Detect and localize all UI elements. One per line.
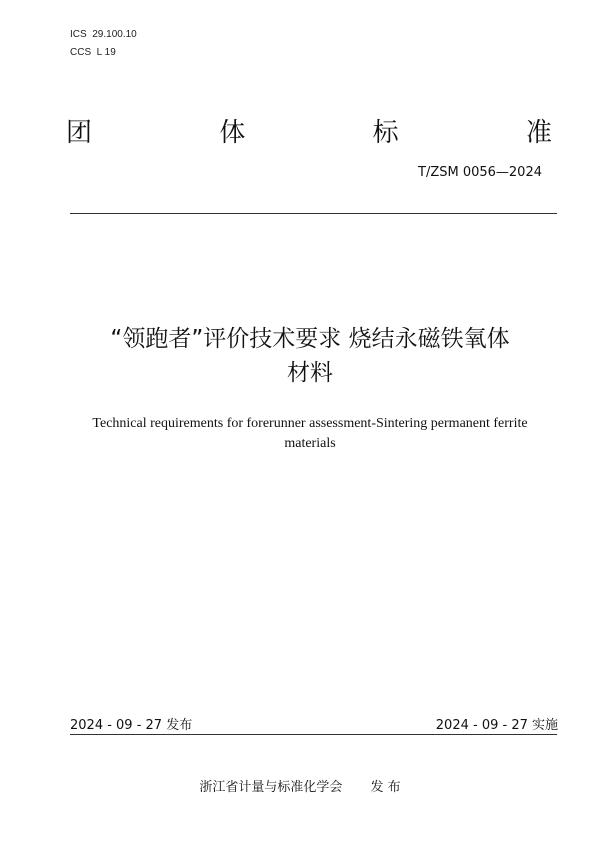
english-title [80, 414, 540, 454]
doctype-char: 团 [66, 118, 93, 148]
chinese-title-line-1: “领跑者”评价技术要求 烧结永磁铁氧体 [110, 326, 510, 352]
issue-date: 2024 - 09 - 27 发布 [70, 718, 193, 733]
implementation-date: 2024 - 09 - 27 实施 [435, 718, 558, 733]
ics-code: ICS 29.100.10 [70, 29, 137, 40]
doctype-char: 准 [525, 118, 552, 148]
doctype-char: 标 [372, 118, 399, 148]
ccs-code: CCS L 19 [70, 47, 116, 58]
publisher-action: 发 布 [370, 780, 401, 795]
english-title-line-1: Technical requirements for forerunner assessment-Sintering permanent ferrite [92, 416, 528, 431]
classification-codes [70, 26, 137, 62]
document-number: T/ZSM 0056—2024 [418, 165, 542, 180]
chinese-title [60, 322, 560, 390]
publisher-name: 浙江省计量与标准化学会 [199, 780, 343, 795]
footer-divider [70, 734, 557, 735]
english-title-line-2: materials [284, 436, 336, 451]
header-divider [70, 213, 557, 214]
document-type-heading [66, 112, 552, 152]
publisher-line [0, 776, 600, 795]
chinese-title-line-2: 材料 [287, 360, 333, 386]
doctype-char: 体 [219, 118, 246, 148]
